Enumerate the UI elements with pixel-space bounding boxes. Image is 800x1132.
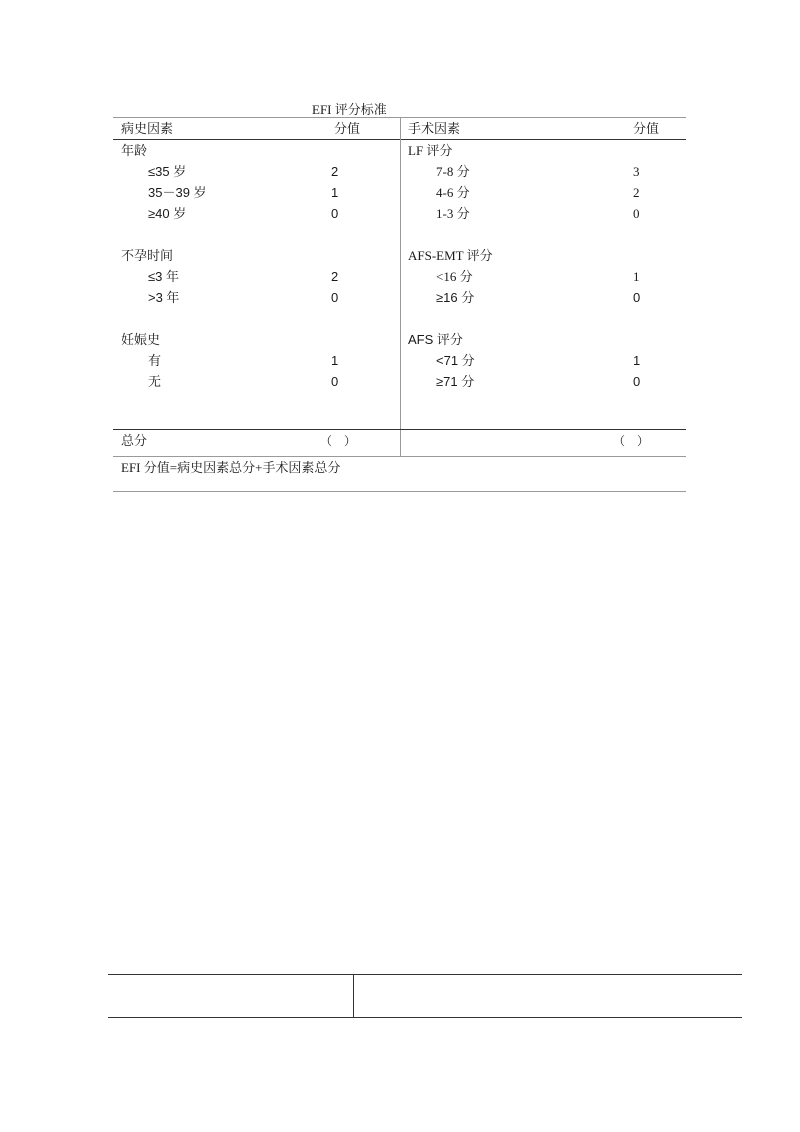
lf-item-label: 7-8 分	[436, 164, 470, 179]
pregnancy-item-label: 无	[148, 374, 162, 389]
header-surgery-factor: 手术因素	[408, 121, 461, 136]
afs-emt-item-score: 1	[633, 269, 640, 284]
total-label: 总分	[121, 433, 148, 448]
header-history-factor: 病史因素	[121, 121, 174, 136]
lf-item-score: 0	[633, 206, 640, 221]
age-item-label: ≥40 岁	[148, 206, 187, 221]
lf-item-label: 1-3 分	[436, 206, 470, 221]
column-divider	[400, 117, 401, 456]
pregnancy-item-label: 有	[148, 353, 162, 368]
group-afs-emt-score: AFS-EMT 评分	[408, 248, 493, 263]
duration-item-score: 2	[331, 269, 339, 284]
age-item-score: 1	[331, 185, 339, 200]
age-item-score: 2	[331, 164, 339, 179]
bottom-box-divider	[353, 974, 354, 1017]
age-item-label: 35－39 岁	[148, 185, 207, 200]
lf-item-score: 2	[633, 185, 640, 200]
pregnancy-item-score: 0	[331, 374, 339, 389]
bottom-box-top-rule	[108, 974, 742, 975]
afs-emt-item-score: 0	[633, 290, 641, 305]
group-afs-score: AFS 评分	[408, 332, 463, 347]
afs-item-score: 0	[633, 374, 641, 389]
afs-emt-item-label: ≥16 分	[436, 290, 475, 305]
total-bottom-rule	[113, 456, 686, 457]
duration-item-score: 0	[331, 290, 339, 305]
lf-item-label: 4-6 分	[436, 185, 470, 200]
header-surgery-score: 分值	[633, 121, 660, 136]
afs-item-score: 1	[633, 353, 641, 368]
lf-item-score: 3	[633, 164, 640, 179]
afs-emt-item-label: <16 分	[436, 269, 473, 284]
pregnancy-item-score: 1	[331, 353, 339, 368]
history-total-value: （ ）	[320, 434, 357, 448]
duration-item-label: >3 年	[148, 290, 180, 305]
duration-item-label: ≤3 年	[148, 269, 179, 284]
surgery-total-value: （ ）	[613, 434, 650, 448]
table-title: EFI 评分标准	[312, 102, 387, 117]
group-lf-score: LF 评分	[408, 143, 453, 158]
group-infertility-duration: 不孕时间	[121, 248, 174, 263]
afs-item-label: <71 分	[436, 353, 475, 368]
efi-formula: EFI 分值=病史因素总分+手术因素总分	[121, 460, 341, 475]
header-history-score: 分值	[334, 121, 361, 136]
total-top-rule	[113, 429, 686, 430]
age-item-label: ≤35 岁	[148, 164, 187, 179]
group-pregnancy-history: 妊娠史	[121, 332, 161, 347]
age-item-score: 0	[331, 206, 339, 221]
bottom-box-bottom-rule	[108, 1017, 742, 1018]
group-age: 年龄	[121, 143, 148, 158]
afs-item-label: ≥71 分	[436, 374, 475, 389]
table-bottom-rule	[113, 491, 686, 492]
